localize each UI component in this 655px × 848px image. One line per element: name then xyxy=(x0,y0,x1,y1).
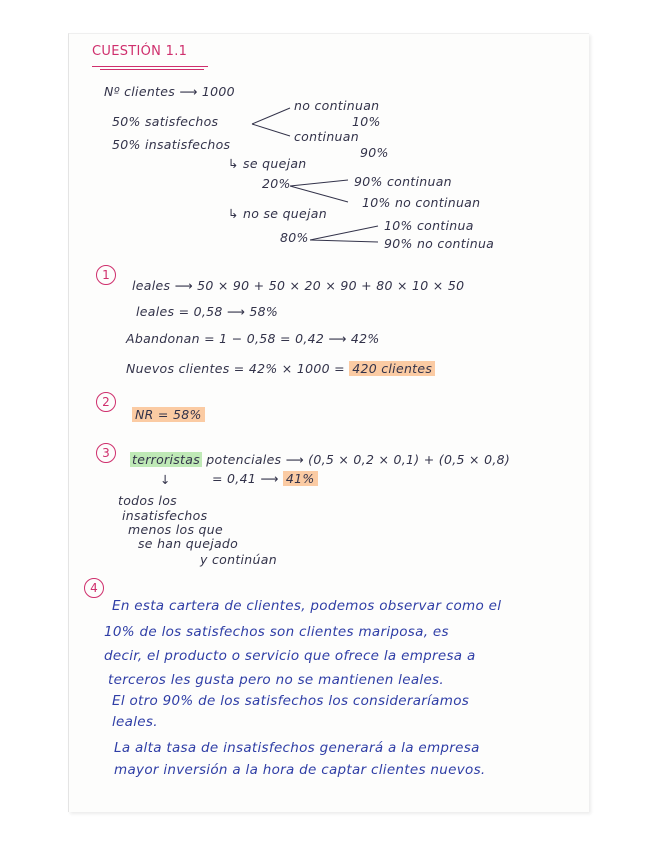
section-2-number: 2 xyxy=(96,392,116,412)
tree-se-quejan: ↳ se quejan xyxy=(228,156,307,171)
conclusion-line-5: El otro 90% de los satisfechos los consideraríamos xyxy=(112,693,470,709)
tree-no-se-quejan: ↳ no se quejan xyxy=(228,206,327,221)
page-title: CUESTIÓN 1.1 xyxy=(92,44,188,59)
conclusion-line-2: 10% de los satisfechos son clientes mariposa, es xyxy=(104,624,449,640)
tree-pct90: 90% xyxy=(360,145,389,160)
tree-pct10: 10% xyxy=(352,114,381,129)
tree-clientes: Nº clientes ⟶ 1000 xyxy=(104,84,235,99)
nr-result: NR = 58% xyxy=(132,407,205,422)
leales-result: leales = 0,58 ⟶ 58% xyxy=(136,304,279,319)
tree-insatisfechos: 50% insatisfechos xyxy=(112,137,231,152)
conclusion-line-7: La alta tasa de insatisfechos generará a la empresa xyxy=(114,740,480,756)
note-line-4: se han quejado xyxy=(138,536,239,551)
conclusion-line-3: decir, el producto o servicio que ofrece la empresa a xyxy=(104,648,476,664)
tree-pct90-no-continua: 90% no continua xyxy=(384,236,495,251)
terroristas-result-line xyxy=(212,471,318,486)
abandonan-formula: Abandonan = 1 − 0,58 = 0,42 ⟶ 42% xyxy=(126,331,380,346)
section-3-number: 3 xyxy=(96,443,116,463)
terroristas-result-formula: = 0,41 ⟶ xyxy=(212,471,279,486)
terroristas-formula: potenciales ⟶ (0,5 × 0,2 × 0,1) + (0,5 × 0,8) xyxy=(206,452,511,467)
conclusion-line-6: leales. xyxy=(112,714,158,730)
nr-line xyxy=(132,407,205,422)
tree-no-continuan: no continuan xyxy=(294,98,380,113)
leales-formula: leales ⟶ 50 × 90 + 50 × 20 × 90 + 80 × 10 × 50 xyxy=(132,278,465,293)
conclusion-line-1: En esta cartera de clientes, podemos observar como el xyxy=(112,598,502,614)
terroristas-label: terroristas xyxy=(132,452,201,467)
tree-continuan: continuan xyxy=(294,129,359,144)
nuevos-clientes-line xyxy=(126,361,435,376)
note-line-1: todos los xyxy=(118,493,177,508)
tree-pct80: 80% xyxy=(280,230,309,245)
terroristas-line xyxy=(130,452,510,467)
tree-pct90-continuan: 90% continuan xyxy=(354,174,452,189)
nuevos-clientes-result: 420 clientes xyxy=(349,361,435,376)
conclusion-line-4: terceros les gusta pero no se mantienen leales. xyxy=(108,672,444,688)
terroristas-down-arrow: ↓ xyxy=(160,472,171,487)
tree-pct20: 20% xyxy=(262,176,291,191)
section-1-number: 1 xyxy=(96,265,116,285)
conclusion-line-8: mayor inversión a la hora de captar clientes nuevos. xyxy=(114,762,486,778)
section-4-number: 4 xyxy=(84,578,104,598)
tree-pct10-no-continuan: 10% no continuan xyxy=(362,195,481,210)
terroristas-result: 41% xyxy=(283,471,318,486)
note-line-5: y continúan xyxy=(200,552,277,567)
nuevos-clientes-formula: Nuevos clientes = 42% × 1000 = xyxy=(126,361,345,376)
note-line-2: insatisfechos xyxy=(122,508,208,523)
note-line-3: menos los que xyxy=(128,522,223,537)
tree-satisfechos: 50% satisfechos xyxy=(112,114,219,129)
tree-pct10-continua: 10% continua xyxy=(384,218,474,233)
